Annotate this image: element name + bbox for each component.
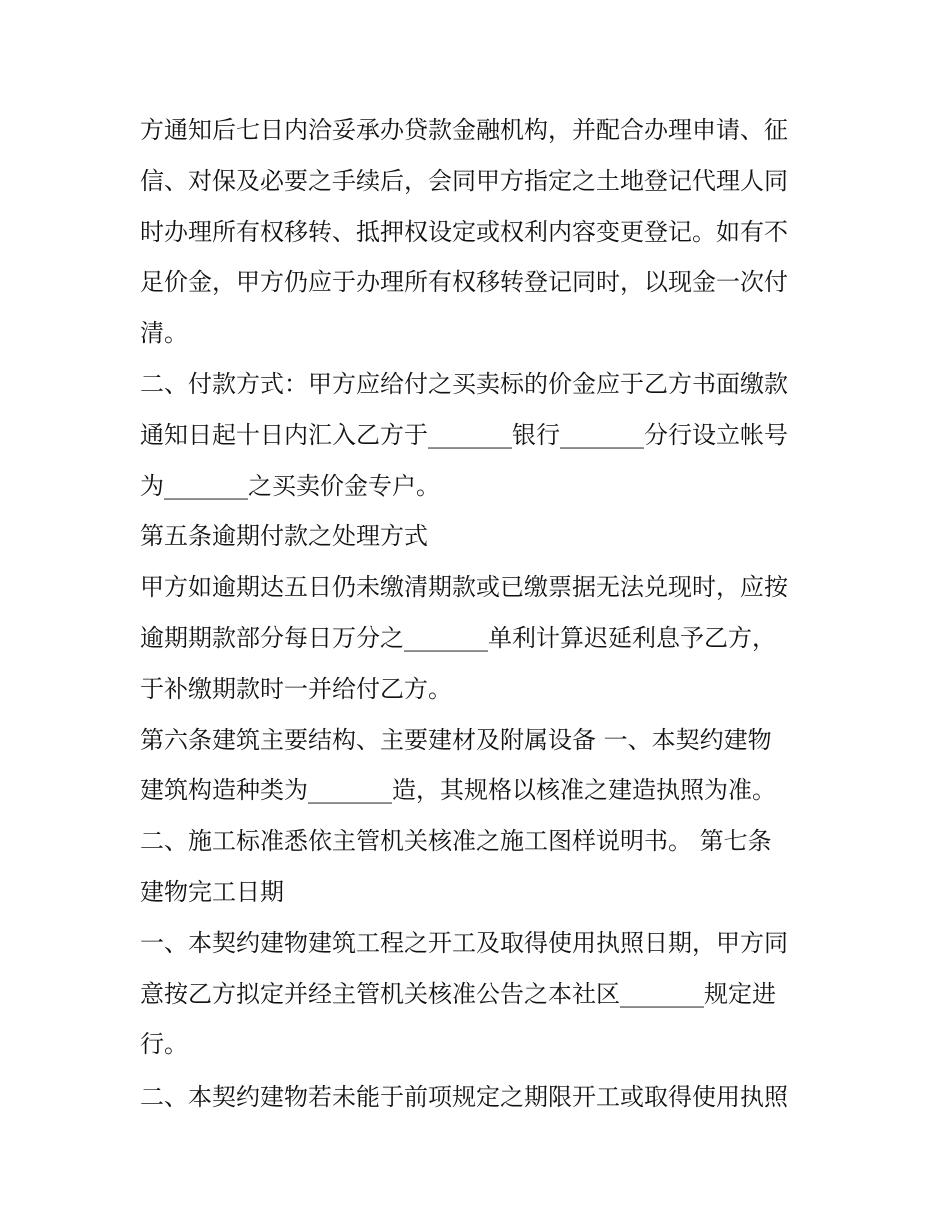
article-seven-heading: 建物完工日期 <box>140 877 284 906</box>
text-line: 为_______之买卖价金专户。 <box>140 471 440 500</box>
article-five-heading: 第五条逾期付款之处理方式 <box>140 522 428 551</box>
text-line: 方通知后七日内洽妥承办贷款金融机构，并配合办理申请、征 <box>140 116 788 144</box>
payment-method-line: 二、付款方式：甲方应给付之买卖标的价金应于乙方书面缴款 <box>140 369 788 398</box>
text-line: 一、本契约建物建筑工程之开工及取得使用执照日期，甲方同 <box>140 928 788 957</box>
text-line: 建筑构造种类为_______造，其规格以核准之建造执照为准。 <box>140 776 776 805</box>
text-line: 行。 <box>140 1030 188 1059</box>
text-line: 足价金，甲方仍应于办理所有权移转登记同时，以现金一次付 <box>140 268 788 297</box>
text-line: 清。 <box>140 319 188 348</box>
text-line: 时办理所有权移转、抵押权设定或权利内容变更登记。如有不 <box>140 217 788 246</box>
text-line: 意按乙方拟定并经主管机关核准公告之本社区_______规定进 <box>140 979 776 1008</box>
text-line: 逾期期款部分每日万分之_______单利计算迟延利息予乙方， <box>140 623 776 652</box>
contract-text-body <box>140 105 820 1123</box>
text-line: 甲方如逾期达五日仍未缴清期款或已缴票据无法兑现时，应按 <box>140 573 788 602</box>
article-six-heading: 第六条建筑主要结构、主要建材及附属设备 一、本契约建物 <box>140 725 772 754</box>
text-line: 二、本契约建物若未能于前项规定之期限开工或取得使用执照 <box>140 1083 788 1112</box>
text-line: 通知日起十日内汇入乙方于_______银行_______分行设立帐号 <box>140 420 788 449</box>
text-line: 二、施工标准悉依主管机关核准之施工图样说明书。 第七条 <box>140 827 772 856</box>
text-line: 信、对保及必要之手续后，会同甲方指定之土地登记代理人同 <box>140 166 788 195</box>
text-line: 于补缴期款时一并给付乙方。 <box>140 674 452 703</box>
